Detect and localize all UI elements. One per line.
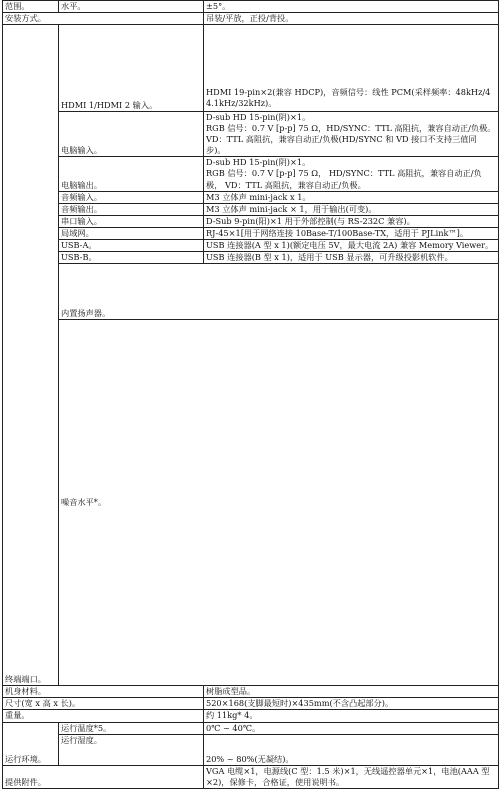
table-row — [3, 734, 499, 765]
row-value: HDMI 19-pin×2(兼容 HDCP)，音频信号：线性 PCM(采样频率：48kHz/44.1kHz/32kHz)。 — [204, 25, 499, 112]
table-row — [3, 25, 499, 112]
row-value: D-Sub 9-pin(阳)×1 用于外部控制(与 RS-232C 兼容)。 — [204, 215, 499, 227]
row-value: 20% ~ 80%(无凝结)。 — [204, 734, 499, 765]
row-value: USB 连接器(B 型 x 1)，适用于 USB 显示器，可升级投影机软件。 — [204, 251, 499, 263]
value-line: D-sub HD 15-pin(阴)×1。 — [206, 112, 311, 123]
table-row — [3, 698, 499, 710]
table-row — [3, 765, 499, 788]
table-row — [3, 722, 499, 734]
row-sublabel: USB-B。 — [59, 251, 204, 263]
value-line: VD：TTL 高阻抗，兼容自动正/负极(HD/SYNC 和 VD 接口不支持三值同步)。 — [206, 134, 477, 156]
row-value: M3 立体声 mini-jack x 1。 — [204, 191, 499, 203]
value-line: RGB 信号：0.7 V [p-p] 75 Ω，HD/SYNC：TTL 高阻抗，兼容自动正/负极。 — [206, 123, 496, 134]
row-sublabel: USB-A。 — [59, 239, 204, 251]
row-value: USB 连接器(A 型 x 1)(额定电压 5V，最大电流 2A) 兼容 Memory Viewer。 — [204, 239, 499, 251]
row-label: 机身材料。 — [3, 686, 204, 698]
table-row — [3, 1, 499, 13]
env-label: 运行环境。 — [3, 722, 59, 765]
row-sublabel: 局域网。 — [59, 227, 204, 239]
spec-table — [2, 0, 499, 789]
table-row — [3, 13, 499, 25]
row-value: 520×168(支脚最短时)×435mm(不含凸起部分)。 — [204, 698, 499, 710]
table-row — [3, 203, 499, 215]
row-sublabel: 音频输出。 — [59, 203, 204, 215]
row-value: 吊装/平放，正投/背投。 — [204, 13, 499, 25]
row-value: VGA 电缆×1，电源线(C 型：1.5 米)×1，无线遥控器单元×1，电池(AAA 型×2)，保修卡，合格证，使用说明书。 — [204, 765, 499, 788]
table-row — [3, 157, 499, 191]
value-line: D-sub HD 15-pin(阴)×1。 — [206, 157, 311, 168]
row-sublabel: 串口输入。 — [59, 215, 204, 227]
row-value: M3 立体声 mini-jack × 1，用于输出(可变)。 — [204, 203, 499, 215]
row-label: 内置扬声器。 — [59, 263, 499, 319]
row-label: 安装方式。 — [3, 13, 204, 25]
row-value: RJ-45×1[用于网络连接 10Base-T/100Base-TX，适用于 PJLink™]。 — [204, 227, 499, 239]
row-sublabel: 水平。 — [59, 1, 204, 13]
row-value — [204, 112, 499, 157]
row-sublabel: 音频输入。 — [59, 191, 204, 203]
terminals-label: 终端端口。 — [3, 25, 59, 686]
value-line: RGB 信号：0.7 V [p-p] 75 Ω， HD/SYNC：TTL 高阻抗，兼容自动正/负极， VD：TTL 高阻抗，兼容自动正/负极。 — [206, 168, 482, 190]
table-row — [3, 227, 499, 239]
row-sublabel: 运行湿度。 — [59, 734, 204, 765]
row-label: 尺寸(宽 x 高 x 长)。 — [3, 698, 204, 710]
row-label: 范围。 — [3, 1, 59, 13]
table-row — [3, 263, 499, 319]
row-sublabel: 电脑输出。 — [59, 157, 204, 191]
table-row — [3, 710, 499, 722]
row-value — [204, 157, 499, 191]
row-label: 提供附件。 — [3, 765, 204, 788]
row-sublabel: 运行温度*5。 — [59, 722, 204, 734]
row-label: 重量。 — [3, 710, 204, 722]
row-sublabel: HDMI 1/HDMI 2 输入。 — [59, 25, 204, 112]
table-row — [3, 215, 499, 227]
row-sublabel: 电脑输入。 — [59, 112, 204, 157]
table-row — [3, 251, 499, 263]
table-row — [3, 686, 499, 698]
table-row — [3, 112, 499, 157]
row-value: 约 11kg* 4。 — [204, 710, 499, 722]
row-label: 噪音水平*。 — [59, 320, 499, 686]
table-row — [3, 320, 499, 686]
row-value: ±5°。 — [204, 1, 499, 13]
table-row — [3, 191, 499, 203]
row-value: 树脂成型品。 — [204, 686, 499, 698]
table-row — [3, 239, 499, 251]
row-value: 0℃ ~ 40℃。 — [204, 722, 499, 734]
